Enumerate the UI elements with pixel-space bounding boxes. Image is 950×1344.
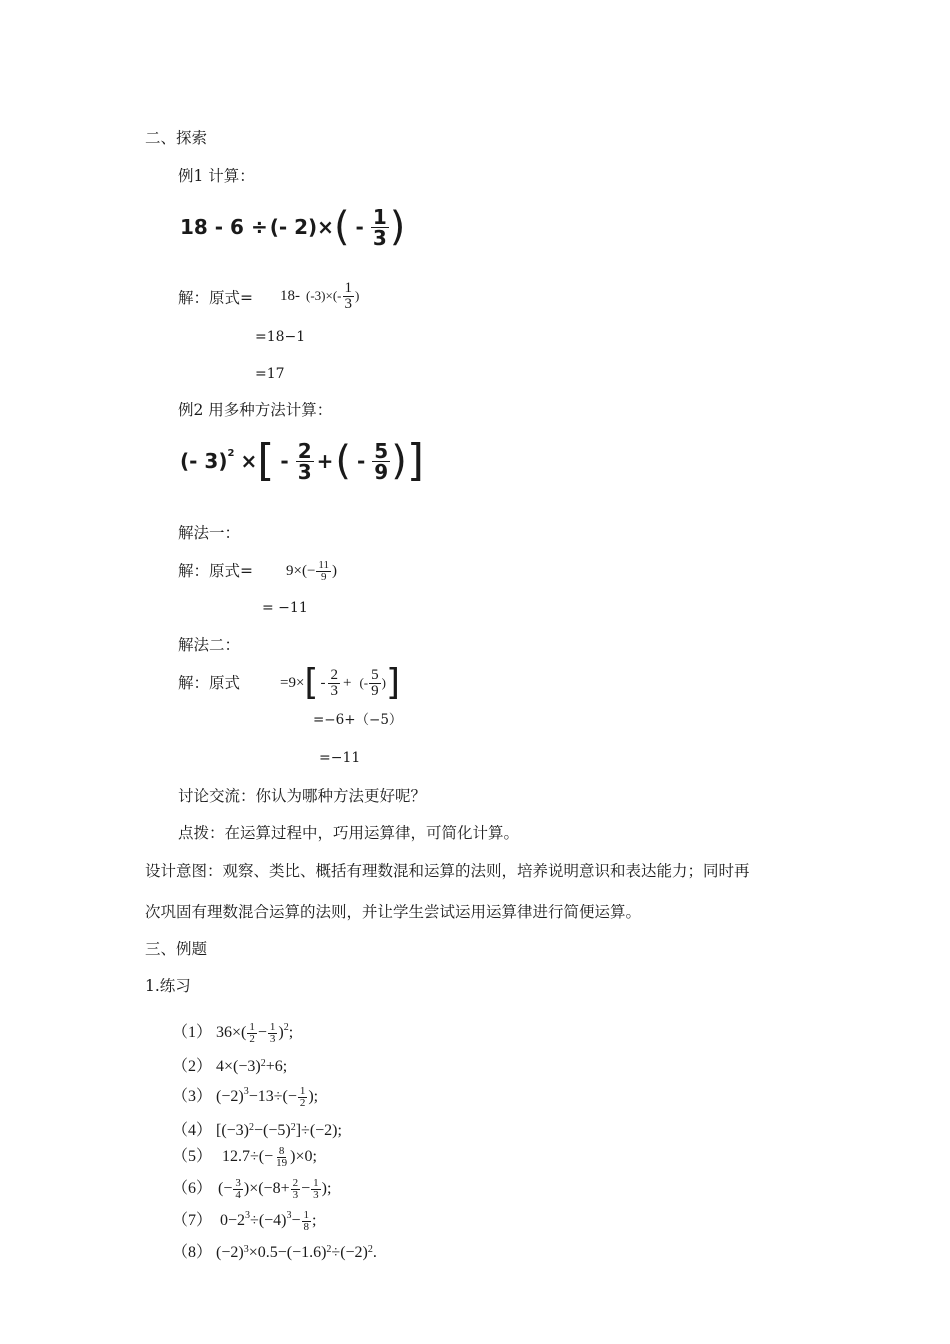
discussion-text: 讨论交流：你认为哪种方法更好呢？ — [178, 787, 427, 805]
solution-step: =18−1 — [255, 329, 306, 345]
formula-part: 9×(− — [286, 563, 316, 579]
formula-part: (- 3) — [180, 449, 228, 473]
exercise-number: （2） — [172, 1058, 213, 1075]
numerator: 5 — [374, 438, 389, 463]
denominator: 8 — [303, 1220, 310, 1233]
numerator: 5 — [371, 666, 379, 683]
formula-part: . — [372, 1244, 377, 1261]
right-paren: ) — [391, 438, 407, 484]
method-2-formula — [280, 658, 400, 708]
formula-part: 0−2 — [220, 1212, 246, 1229]
exercise-item — [172, 1206, 316, 1236]
denominator: 2 — [299, 1096, 306, 1109]
exercise-item — [172, 1054, 287, 1080]
solution-step: = −11 — [262, 600, 308, 616]
solution-label: 解：原式 — [178, 674, 241, 692]
denominator: 19 — [276, 1156, 288, 1169]
formula-part: ) — [381, 675, 386, 690]
denominator: 3 — [292, 1188, 299, 1201]
formula-part: )×(−8+ — [243, 1180, 290, 1197]
fraction — [298, 1086, 308, 1109]
example-1-formula — [180, 200, 405, 254]
fraction — [233, 1178, 243, 1201]
formula-part: (- — [359, 675, 369, 690]
denominator: 3 — [297, 459, 312, 484]
numerator: 8 — [278, 1144, 285, 1157]
formula-part: 36×( — [216, 1024, 247, 1041]
fraction — [343, 281, 355, 312]
exercise-number: （6） — [172, 1180, 213, 1197]
formula-part: 4×(−3) — [216, 1058, 261, 1075]
numerator: 11 — [318, 558, 330, 571]
minus-sign: - — [356, 449, 366, 473]
solution-step: =17 — [255, 366, 285, 382]
example-2-label: 例2 用多种方法计算： — [178, 401, 333, 419]
left-paren: ( — [335, 438, 351, 484]
numerator: 1 — [299, 1084, 306, 1097]
section-title-explore: 二、探索 — [145, 129, 208, 147]
formula-part: =9× — [280, 675, 305, 691]
formula-part: 12.7÷(− — [222, 1148, 274, 1165]
times-sign: × — [317, 215, 334, 239]
numerator: 1 — [303, 1208, 310, 1221]
formula-part: ) — [355, 288, 360, 303]
denominator: 3 — [313, 1188, 319, 1201]
denominator: 9 — [371, 682, 379, 699]
solution-step: =−11 — [319, 750, 361, 766]
right-bracket: ] — [385, 662, 400, 703]
method-1-formula — [286, 556, 337, 586]
fraction — [291, 1178, 301, 1201]
formula-part: (- 2) — [269, 215, 318, 239]
exponent: 2 — [249, 1122, 255, 1133]
formula-part: ; — [288, 1024, 294, 1041]
exercise-item — [172, 1240, 377, 1266]
exercise-number: （3） — [172, 1088, 213, 1105]
design-intent-line-2: 次巩固有理数混合运算的法则，并让学生尝试运用运算律进行简便运算。 — [145, 903, 642, 921]
solution-label: 解：原式= — [178, 289, 253, 307]
formula-part: − — [257, 1024, 267, 1041]
fraction — [302, 1210, 312, 1233]
minus-sign: - — [355, 215, 364, 239]
formula-part: − — [301, 1180, 311, 1197]
formula-part: (− — [218, 1180, 233, 1197]
plus-sign: + — [316, 449, 334, 473]
denominator: 3 — [344, 295, 352, 312]
formula-part: ×(- — [325, 288, 342, 303]
fraction — [296, 438, 314, 484]
section-title-examples: 三、例题 — [145, 940, 208, 958]
exercise-item — [172, 1082, 318, 1112]
left-paren: ( — [333, 204, 350, 250]
plus-sign: + — [342, 675, 352, 691]
exercise-number: （7） — [172, 1212, 213, 1229]
formula-part: (-3) — [306, 288, 326, 303]
denominator: 3 — [372, 225, 387, 250]
numerator: 3 — [235, 1176, 241, 1189]
formula-part: ; — [312, 1212, 317, 1229]
numerator: 2 — [297, 438, 312, 463]
numerator: 1 — [269, 1020, 276, 1033]
right-paren: ) — [389, 204, 406, 250]
numerator: 1 — [372, 204, 387, 229]
denominator: 9 — [320, 570, 327, 583]
formula-part: )×0; — [290, 1148, 317, 1165]
exercise-number: （4） — [172, 1122, 213, 1139]
exercise-number: （8） — [172, 1244, 213, 1261]
fraction — [311, 1178, 321, 1201]
numerator: 1 — [344, 279, 352, 296]
numerator: 1 — [313, 1176, 319, 1189]
formula-part: − — [291, 1212, 301, 1229]
exponent: 2 — [367, 1244, 373, 1255]
formula-part: 18- — [280, 288, 300, 304]
formula-part: ÷(−2) — [331, 1244, 368, 1261]
fraction — [268, 1022, 278, 1045]
exponent: 3 — [243, 1244, 249, 1255]
exponent: 2 — [290, 1122, 296, 1133]
exercise-item — [172, 1018, 293, 1048]
example-1-label: 例1 计算： — [178, 167, 255, 185]
fraction — [247, 1022, 257, 1045]
solution-step: =−6+（−5） — [313, 712, 403, 728]
right-bracket: ] — [406, 435, 424, 486]
formula-part: +6; — [265, 1058, 288, 1075]
method-2-label: 解法二： — [178, 636, 241, 654]
exercise-item — [172, 1174, 331, 1204]
exponent: 2 — [283, 1022, 289, 1033]
denominator: 2 — [249, 1032, 255, 1045]
exponent: 2 — [260, 1058, 266, 1069]
example-1-solution-formula — [280, 272, 359, 320]
formula-part: (−2) — [216, 1244, 244, 1261]
formula-part: 18 - 6 ÷ — [180, 215, 268, 239]
formula-part: ); — [321, 1180, 332, 1197]
times-sign: × — [240, 449, 258, 473]
formula-part: ) — [332, 563, 338, 579]
formula-part: ]÷(−2); — [295, 1122, 342, 1139]
denominator: 4 — [235, 1188, 241, 1201]
exponent: 2 — [227, 448, 235, 459]
design-intent-line-1: 设计意图：观察、类比、概括有理数混和运算的法则，培养说明意识和表达能力；同时再 — [145, 862, 750, 880]
method-1-label: 解法一： — [178, 524, 241, 542]
formula-part: −13÷(− — [248, 1088, 297, 1105]
left-bracket: [ — [304, 662, 319, 703]
minus-sign: - — [320, 675, 326, 691]
exercise-number: （5） — [172, 1148, 213, 1165]
numerator: 1 — [249, 1020, 255, 1033]
fraction — [372, 438, 390, 484]
numerator: 2 — [330, 666, 338, 683]
solution-label: 解：原式= — [178, 562, 253, 580]
formula-part: ÷(−4) — [250, 1212, 287, 1229]
exponent: 3 — [286, 1210, 292, 1221]
formula-part: ×0.5−(−1.6) — [248, 1244, 327, 1261]
exercise-item — [172, 1142, 317, 1172]
formula-part: −(−5) — [254, 1122, 291, 1139]
left-bracket: [ — [257, 435, 275, 486]
denominator: 3 — [269, 1032, 276, 1045]
practice-title: 1.练习 — [145, 977, 191, 995]
fraction — [316, 560, 331, 583]
fraction — [371, 204, 389, 250]
fraction — [328, 668, 340, 699]
formula-part: [(−3) — [216, 1122, 250, 1139]
example-2-formula — [180, 432, 424, 490]
denominator: 9 — [374, 459, 389, 484]
formula-part: ) — [278, 1024, 284, 1041]
exercise-number: （1） — [172, 1024, 213, 1041]
hint-text: 点拨：在运算过程中，巧用运算律，可简化计算。 — [178, 824, 520, 842]
fraction — [369, 668, 381, 699]
exponent: 3 — [243, 1086, 249, 1097]
exercise-item — [172, 1118, 342, 1144]
minus-sign: - — [280, 449, 289, 473]
denominator: 3 — [330, 682, 338, 699]
exponent: 2 — [326, 1244, 332, 1255]
formula-part: (−2) — [216, 1088, 244, 1105]
fraction — [274, 1146, 289, 1169]
exponent: 3 — [245, 1210, 251, 1221]
numerator: 2 — [292, 1176, 299, 1189]
formula-part: ); — [308, 1088, 319, 1105]
